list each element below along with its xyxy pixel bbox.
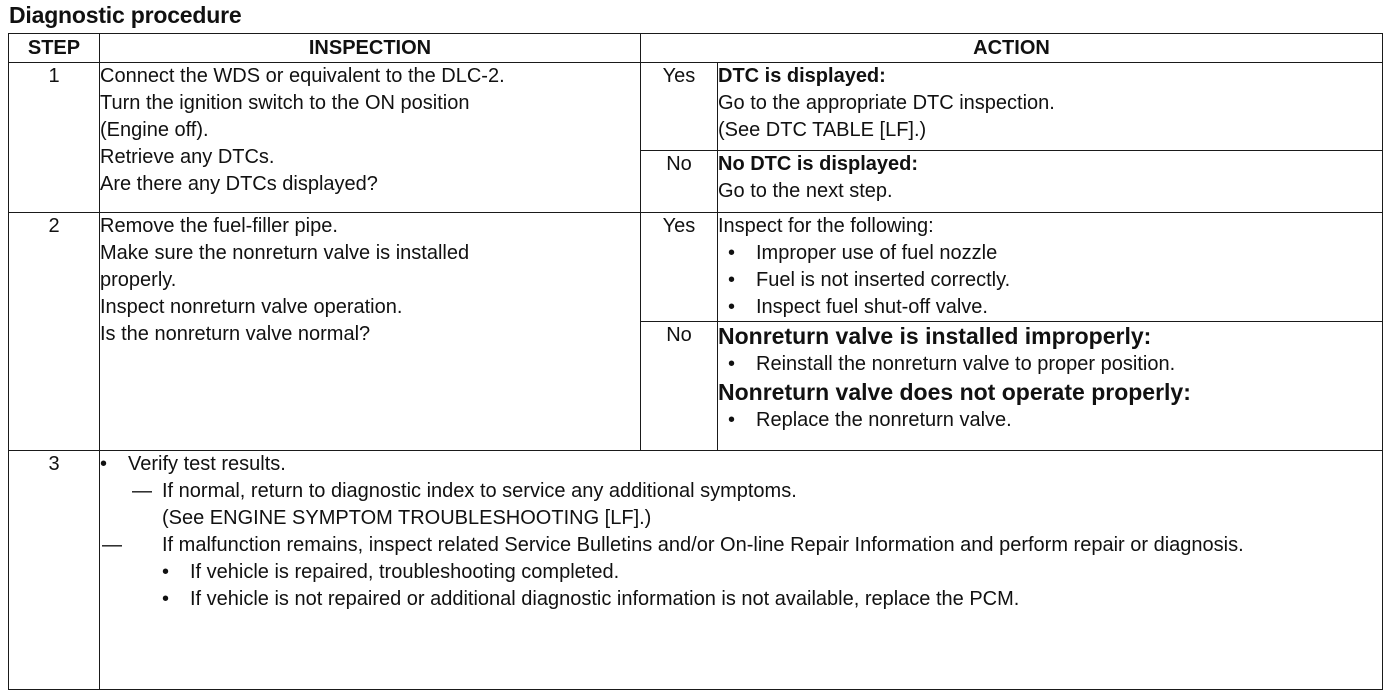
step-number: 3 [9, 451, 100, 690]
page-title: Diagnostic procedure [9, 2, 242, 28]
inspection-line: (Engine off). [100, 119, 209, 141]
step-number: 2 [9, 213, 100, 451]
bullet-icon: • [728, 409, 736, 431]
no-label: No [641, 151, 718, 213]
yes-label: Yes [641, 213, 718, 322]
bullet-icon: • [162, 588, 170, 610]
inspection-cell [100, 213, 641, 451]
list-item: — If normal, return to diagnostic index to service any additional symptoms. [100, 478, 1382, 505]
yes-label: Yes [641, 63, 718, 151]
list-item: • Fuel is not inserted correctly. [718, 267, 1382, 294]
no-label: No [641, 322, 718, 451]
inspection-line: Is the nonreturn valve normal? [100, 323, 371, 345]
bullet-icon: • [728, 353, 736, 375]
inspection-line: Remove the fuel-filler pipe. [100, 215, 338, 237]
action-cell [718, 322, 1383, 451]
action-heading: Nonreturn valve does not operate properly: [718, 379, 1191, 405]
inspection-line: Retrieve any DTCs. [100, 146, 275, 168]
list-item: • Improper use of fuel nozzle [718, 240, 1382, 267]
step-number: 1 [9, 63, 100, 213]
header-step: STEP [9, 34, 100, 63]
action-line: (See DTC TABLE [LF].) [718, 119, 927, 141]
action-cell [718, 213, 1383, 322]
list-item: • Reinstall the nonreturn valve to proper position. [718, 351, 1382, 378]
bullet-icon: • [728, 269, 736, 291]
step-3-content [100, 451, 1383, 690]
inspection-line: properly. [100, 269, 177, 291]
header-inspection: INSPECTION [100, 34, 641, 63]
inspection-line: Inspect nonreturn valve operation. [100, 296, 403, 318]
table-row-step-1 [9, 63, 1383, 151]
list-item: • Verify test results. [100, 451, 1382, 478]
table-row-step-3 [9, 451, 1383, 690]
dash-icon: — [132, 480, 152, 502]
bullet-icon: • [728, 242, 736, 264]
list-item: • Inspect fuel shut-off valve. [718, 294, 1382, 321]
action-heading: Nonreturn valve is installed improperly: [718, 323, 1152, 349]
list-item: • If vehicle is not repaired or additional diagnostic information is not available, replace the PCM. [100, 586, 1382, 613]
diagnostic-procedure-table [8, 33, 1383, 690]
dash-icon: — [102, 534, 122, 556]
action-cell [718, 151, 1383, 213]
reference-line: (See ENGINE SYMPTOM TROUBLESHOOTING [LF].) [162, 507, 652, 529]
action-intro: Inspect for the following: [718, 215, 934, 237]
action-line: Go to the next step. [718, 180, 893, 202]
inspection-line: Are there any DTCs displayed? [100, 173, 378, 195]
list-item: • If vehicle is repaired, troubleshooting completed. [100, 559, 1382, 586]
inspection-line: Make sure the nonreturn valve is installed [100, 242, 470, 264]
action-heading: DTC is displayed: [718, 65, 886, 87]
action-line: Go to the appropriate DTC inspection. [718, 92, 1055, 114]
header-action: ACTION [641, 34, 1383, 63]
inspection-line: Connect the WDS or equivalent to the DLC-2. [100, 65, 505, 87]
action-cell [718, 63, 1383, 151]
table-header-row [9, 34, 1383, 63]
bullet-icon: • [162, 561, 170, 583]
list-item: — If malfunction remains, inspect related Service Bulletins and/or On-line Repair Information and perform repair or diagnosis. [100, 532, 1382, 559]
bullet-icon: • [728, 296, 736, 318]
inspection-line: Turn the ignition switch to the ON position [100, 92, 470, 114]
action-heading: No DTC is displayed: [718, 153, 919, 175]
inspection-cell [100, 63, 641, 213]
table-row-step-2 [9, 213, 1383, 322]
list-item: • Replace the nonreturn valve. [718, 407, 1382, 434]
bullet-icon: • [100, 453, 108, 475]
